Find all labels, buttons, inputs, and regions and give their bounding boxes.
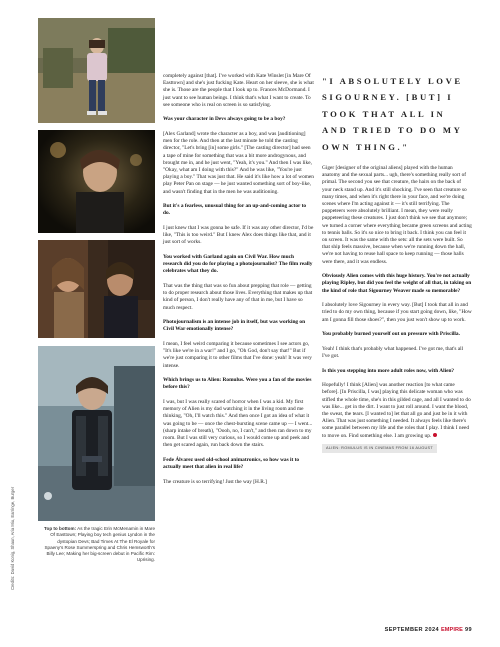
interview-question: You worked with Garland again on Civil War. How much research did you do for playing a photojournalist? The film really celebrates what they do. (163, 254, 313, 275)
page-folio (385, 627, 472, 633)
interview-answer: Hopefully! I think [Alien] was another reaction [to what came before]. [In Priscilla, I was] playing this delicate woman who was stifled the whole time, she's in this gilded cage, and all I wanted to do was like... get in the dirt. I want to just roll around. I want the blood, the sweat, the tears. [I wanted to] let that all go and just be in it with Alien. That was just something I needed. It always feels like there's some parallel between my life and the roles that I play. I think I need to move on. Find something else. I am growing up. (322, 382, 471, 439)
interview-answer: Yeah! I think that's probably what happened. I've got me, that's all I've got. (322, 345, 464, 360)
interview-question: Obviously Alien comes with this huge history. You're not actually playing Ripley, but did you feel the weight of all that, in taking on the kind of role that Sigourney Weaver made so memorable? (322, 273, 472, 294)
photo-credit: Credits: David Konig, Shaun, Aria Miu, Earringe, Burger (10, 486, 15, 590)
interview-answer: That was the thing that was so fun about prepping that role — getting to do proper research about those lives. Everything that makes up that kind of person, I don't really have any of that in me, but I have so much respect. (163, 283, 313, 311)
photo-caption (38, 526, 155, 564)
page-number: 99 (464, 627, 472, 633)
interview-question: Was your character in Devs always going to be a boy? (163, 116, 286, 123)
article-right-body (322, 165, 472, 440)
interview-answer: I absolutely love Sigourney in every way. [But] I took that all in and tried to do my own thing, because if you start going down, like, "How am I gonna fill those shoes?", then you just won't show up to work. (322, 302, 472, 323)
caption-text: As the tragic Erin McMenamin in Mare Of Easttown; Playing boy tech genius Lyndon in the dystopian Devs; Bad Times At The El Royale for Spaeny's Rose Summerspring and Chris Hemsworth's Billy Lee; Making her big-screen debut in Pacific Rim: Uprising. (44, 526, 155, 563)
article-middle-column (163, 73, 314, 486)
interview-question: Which brings us to Alien: Romulus. Were you a fan of the movies before this? (163, 377, 312, 391)
interview-answer: [Alex Garland] wrote the character as a boy, and was [auditioning] men for the role. And then at the last minute he told the casting director, "Let's bring [in] some girls." [The casting director] had seen a tape of mine for something that was a bit more androgynous, and brought me in, and he just went, "Yeah, it's you." And then I was like, "Okay, what am I doing with this?" And he was like, "You're just playing a boy." That was just that. He said it's like how a lot of women play Peter Pan on stage — he just wanted something sort of boy-like, and wasn't finding that in the men he was auditioning. (163, 131, 314, 195)
interview-answer: I just knew that I was gonna be safe. If it was any other director, I'd be like, "This is too weird." But I knew Alex does things like that, and it just sort of works. (163, 225, 314, 246)
interview-question: But it's a fearless, unusual thing for an up-and-coming actor to do. (163, 203, 307, 217)
photo-bad-times-at-the-el-royale (38, 240, 155, 338)
interview-question: You probably burned yourself out on pressure with Priscilla. (322, 331, 460, 338)
interview-answer: I mean, I feel weird comparing it because sometimes I see actors go, "It's like we're in a war!" and I go, "Oh God, don't say that!" But if we're just comparing it to other films that I've done: yeah! It was very intense. (163, 341, 312, 369)
photo-pacific-rim-uprising (38, 346, 155, 521)
interview-answer: The creature is so terrifying! Just the way [H.R.] (163, 478, 267, 485)
magazine-logo: EMPIRE (440, 627, 463, 633)
end-mark-icon (433, 433, 437, 437)
interview-answer: Giger [designer of the original aliens] played with the human anatomy and the sexual parts... ugh, there's something really sort of primal. The second you see that creature, the hairs on the back of your neck stand up. And it's still shocking. I've seen that creature so many times, and when it's right there in your face, and we're doing scenes where I'm acting against it — it's still terrifying. The puppeteers were absolutely brilliant. I mean, they were really puppeteering these creatures. I just don't think we see that anymore; we turned a corner where everything became green screens and acting to tennis balls. So it's so nice to bring it back. I think you can feel it on screen. It was the same with the sets: all the sets were built. So that ship feels massive, because when we're running down the hall, we're not having to reuse hall space to keep running — those halls were there, and it was endless. (322, 165, 472, 265)
interview-answer: completely against [that]. I've worked with Kate Winslet [in Mare Of Easttown] and she's just fucking Kate. Heart on her sleeve, she is what she is. Those are the people that I look up to. Frances McDormand. I just want to see human beings. I think that's what I want to create. To see someone who is real on screen is so satisfying. (163, 73, 314, 108)
photo-mare-of-easttown (38, 18, 155, 123)
interview-question: Photojournalism is an intense job in itself, but was working on Civil War emotionally intense? (163, 319, 306, 333)
issue-date: SEPTEMBER 2024 (384, 627, 439, 633)
pull-quote: "I ABSOLUTELY LOVE SIGOURNEY. [BUT] I TOOK THAT ALL IN AND TRIED TO DO MY OWN THING." (322, 76, 463, 152)
release-footnote: ALIEN: ROMULUS IS IN CINEMAS FROM 16 AUGUST (322, 444, 437, 453)
photo-devs (38, 130, 155, 233)
interview-question: Fede Álvarez used old-school animatronics, so how was it to actually meet that alien in real life? (163, 456, 300, 471)
interview-question: Is this you stepping into more adult roles now, with Alien? (322, 367, 455, 374)
interview-answer: I was, but I was really scared of horror when I was a kid. My first memory of Alien is my dad watching it in the living room and me thinking, "Oh, I'll watch this." And then once I got an idea of what it was going to be — once the chest-bursting scene came up — I went... (sharp intake of breath), "Oooh, no, I can't," and then ran down to my room. But I was still very curious, so I would come up and peek and then get scared again, run back down the stairs. (163, 399, 313, 449)
caption-lead: Top to bottom: (44, 526, 77, 531)
article-right-column (322, 73, 472, 453)
